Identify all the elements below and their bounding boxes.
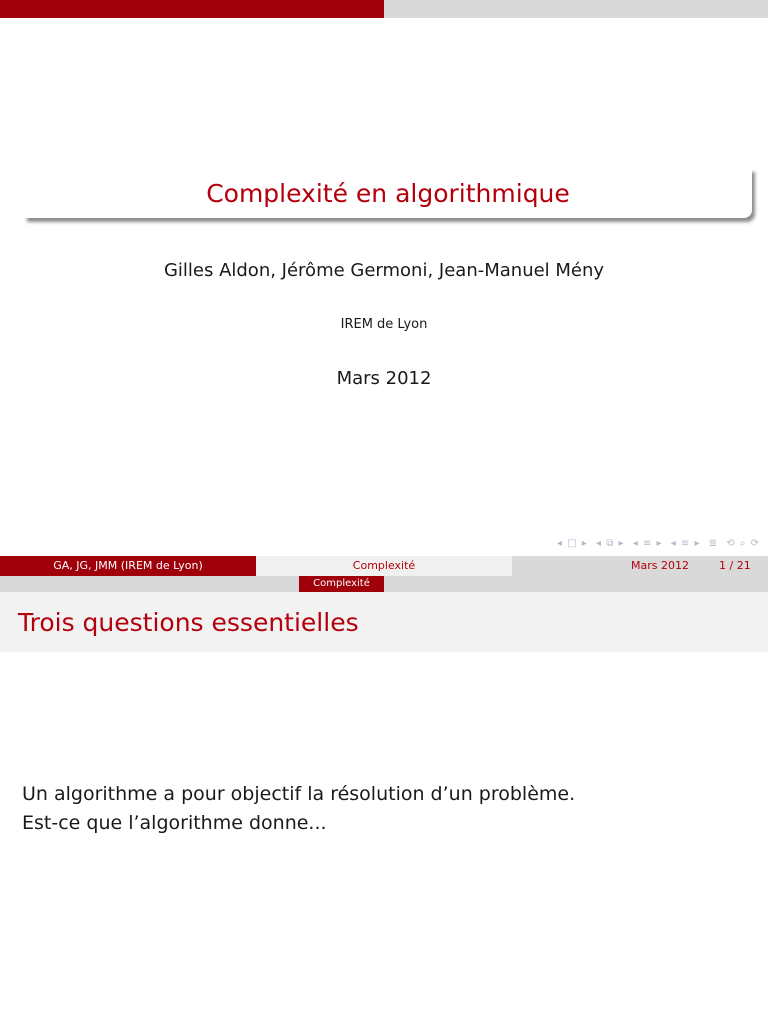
footer-right xyxy=(512,556,768,576)
frametitle-bar xyxy=(0,592,768,652)
nav-toc-icon[interactable]: ◂ ≡ ▸ xyxy=(670,538,701,549)
authors: Gilles Aldon, Jérôme Germoni, Jean-Manuel Mény xyxy=(163,260,605,281)
nav-frame-icon[interactable]: ◂ □ ▸ xyxy=(556,538,588,549)
title-box xyxy=(24,168,752,218)
slide-body xyxy=(22,780,575,838)
presentation-date: Mars 2012 xyxy=(336,368,432,389)
nav-appendix-icon[interactable]: ≣ xyxy=(708,538,719,549)
presentation-title: Complexité en algorithmique xyxy=(206,178,570,208)
footline xyxy=(0,556,768,576)
content-slide xyxy=(0,576,768,1024)
institute: IREM de Lyon xyxy=(340,317,428,332)
progress-fill xyxy=(0,0,384,18)
body-line: Un algorithme a pour objectif la résolution d’un problème. xyxy=(22,783,576,805)
body-line: Est-ce que l’algorithme donne... xyxy=(22,812,327,834)
footer-page-number: 1 / 21 xyxy=(719,559,751,572)
nav-search-icon[interactable]: ⟲ ⌕ ⟳ xyxy=(726,538,760,549)
footer-date: Mars 2012 xyxy=(631,559,689,572)
footer-title: Complexité xyxy=(256,556,512,576)
nav-subsection-icon[interactable]: ◂ ⧉ ▸ xyxy=(596,538,625,549)
section-label[interactable]: Complexité xyxy=(299,576,384,592)
nav-section-icon[interactable]: ◂ ≡ ▸ xyxy=(632,538,663,549)
navigation-symbols xyxy=(553,538,760,549)
footer-author: GA, JG, JMM (IREM de Lyon) xyxy=(0,556,256,576)
progress-bar xyxy=(0,0,768,18)
frame-title: Trois questions essentielles xyxy=(18,608,359,637)
section-navigation-bar xyxy=(0,576,768,592)
